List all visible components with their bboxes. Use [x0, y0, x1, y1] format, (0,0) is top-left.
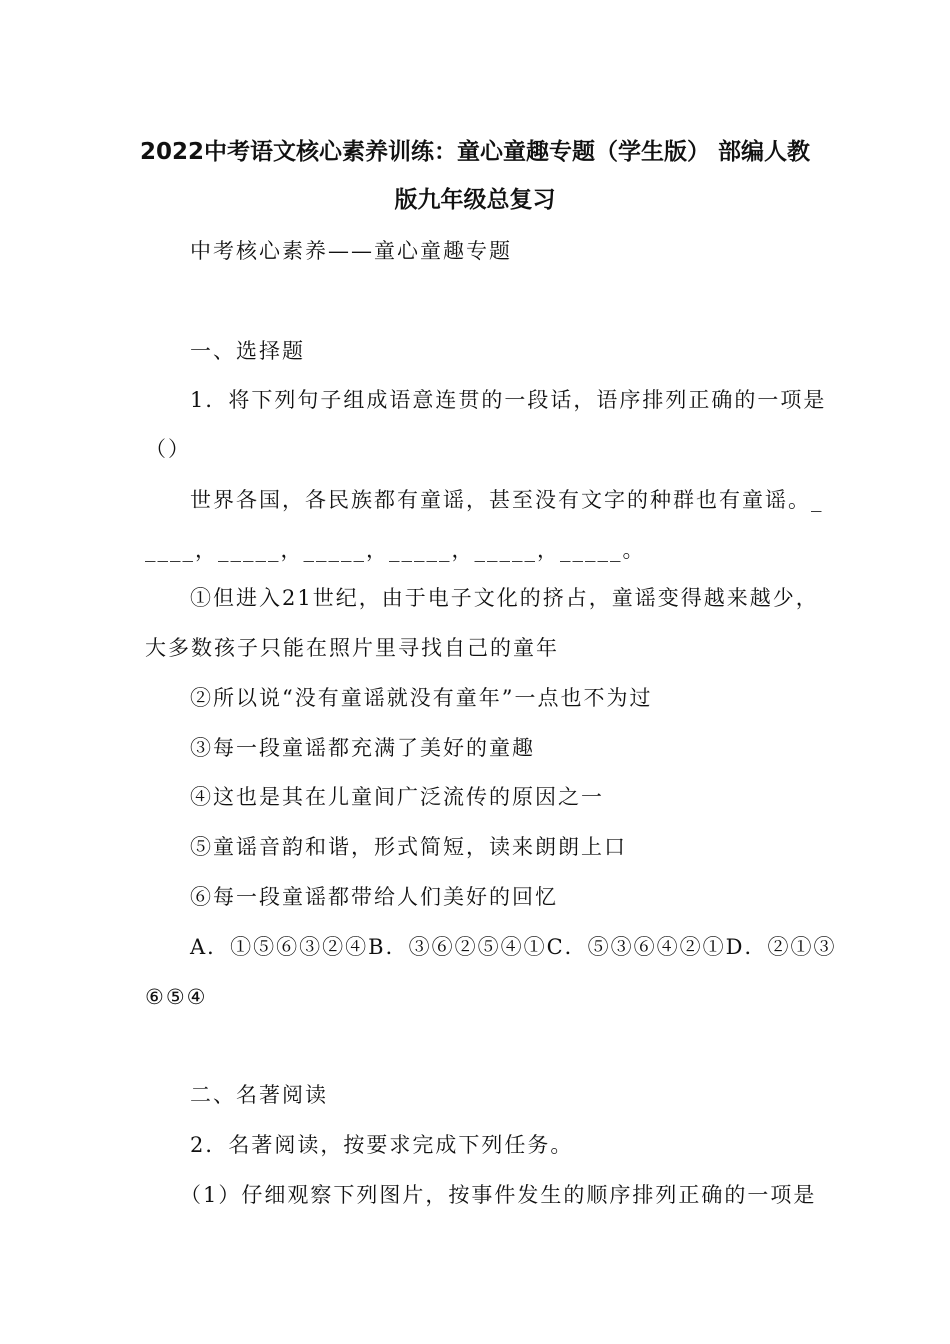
question-2-subquestion-1: （1）仔细观察下列图片，按事件发生的顺序排列正确的一项是 [180, 1183, 817, 1207]
sentence-option-1-continued: 大多数孩子只能在照片里寻找自己的童年 [145, 636, 559, 660]
sentence-option-2: ②所以说“没有童谣就没有童年”一点也不为过 [190, 686, 653, 710]
question-1-prompt: 1．将下列句子组成语意连贯的一段话，语序排列正确的一项是 [190, 388, 827, 412]
section-heading-reading: 二、名著阅读 [190, 1083, 328, 1107]
document-title-line-2: 版九年级总复习 [394, 187, 556, 213]
question-1-prompt-continued: （） [145, 437, 191, 461]
document-title-line-1: 2022中考语文核心素养训练：童心童趣专题（学生版） 部编人教 [139, 139, 811, 165]
question-1-passage: 世界各国，各民族都有童谣，甚至没有文字的种群也有童谣。_ [190, 488, 824, 512]
section-heading-choice: 一、选择题 [190, 339, 305, 363]
sentence-option-5: ⑤童谣音韵和谐，形式简短，读来朗朗上口 [190, 835, 627, 859]
sentence-option-6: ⑥每一段童谣都带给人们美好的回忆 [190, 885, 558, 909]
sentence-option-3: ③每一段童谣都充满了美好的童趣 [190, 736, 535, 760]
question-1-blanks: ____，_____，_____，_____，_____，_____。 [145, 538, 646, 562]
question-2-prompt: 2．名著阅读，按要求完成下列任务。 [190, 1133, 574, 1157]
sentence-option-4: ④这也是其在儿童间广泛流传的原因之一 [190, 785, 604, 809]
sentence-option-1: ①但进入21世纪，由于电子文化的挤占，童谣变得越来越少， [190, 586, 819, 610]
answer-choices: A．①⑤⑥③②④B．③⑥②⑤④①C．⑤③⑥④②①D．②①③ [190, 935, 837, 959]
document-subtitle: 中考核心素养——童心童趣专题 [190, 239, 512, 263]
answer-choices-continued: ⑥⑤④ [145, 985, 208, 1009]
